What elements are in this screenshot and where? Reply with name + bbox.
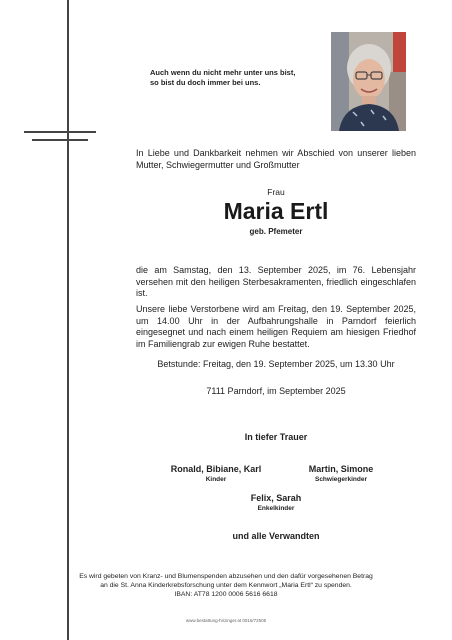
deceased-name: Maria Ertl xyxy=(223,198,329,224)
funeral-home-url: www.bestattung-hrizinger.at 0016/72505 xyxy=(185,618,267,623)
mourner-role: Schwiegerkinder xyxy=(314,476,368,483)
mourner-group-grandchildren xyxy=(226,493,326,513)
place-date: 7111 Parndorf, im September 2025 xyxy=(206,386,346,396)
mourner-group-in-laws xyxy=(291,464,391,484)
quote-line-1: Auch wenn du nicht mehr unter uns bist, xyxy=(150,68,296,77)
quote-line-2: so bist du doch immer bei uns. xyxy=(150,78,261,87)
donation-note xyxy=(20,572,432,599)
mourning-heading: In tiefer Trauer xyxy=(244,432,308,442)
death-notice-paragraph: die am Samstag, den 13. September 2025, im 76. Lebensjahr versehen mit den heiligen Sterbesakramenten, friedlich eingeschlafen ist. xyxy=(136,265,416,298)
funeral-details-paragraph: Unsere liebe Verstorbene wird am Freitag, den 19. September 2025, um 14.00 Uhr in der Aufbahrungshalle in Parndorf feierlich eingesegnet und nach einem heiligen Requiem am hiesigen Friedhof im Familiengrab zur ewigen Ruhe bestattet. xyxy=(136,304,416,349)
cross-vertical-bar xyxy=(67,0,69,640)
donation-line-1: Es wird gebeten von Kranz- und Blumenspenden abzusehen und den dafür vorgesehenen Betrag xyxy=(79,573,373,580)
mourner-role: Enkelkinder xyxy=(257,505,295,512)
donation-line-2: an die St. Anna Kinderkrebsforschung unter dem Kennwort „Maria Ertl“ zu spenden. xyxy=(100,582,352,589)
mourner-names: Martin, Simone xyxy=(308,464,374,474)
cross-horizontal-bar xyxy=(24,131,96,133)
mourner-role: Kinder xyxy=(205,476,227,483)
mourner-names: Felix, Sarah xyxy=(250,493,302,503)
relatives-line: und alle Verwandten xyxy=(232,531,320,541)
mourner-group-children xyxy=(166,464,266,484)
birth-name: geb. Pfemeter xyxy=(249,227,303,236)
cross-horizontal-bar-lower xyxy=(32,139,88,141)
prayer-time: Betstunde: Freitag, den 19. September 2025, um 13.30 Uhr xyxy=(157,359,395,369)
memorial-quote xyxy=(150,68,320,88)
mourner-names: Ronald, Bibiane, Karl xyxy=(170,464,262,474)
intro-text: In Liebe und Dankbarkeit nehmen wir Abschied von unserer lieben Mutter, Schwiegermutter und Großmutter xyxy=(136,148,416,170)
salutation: Frau xyxy=(267,187,285,197)
donation-iban: IBAN: AT78 1200 0006 5616 6618 xyxy=(174,591,278,598)
portrait-photo xyxy=(331,32,406,131)
